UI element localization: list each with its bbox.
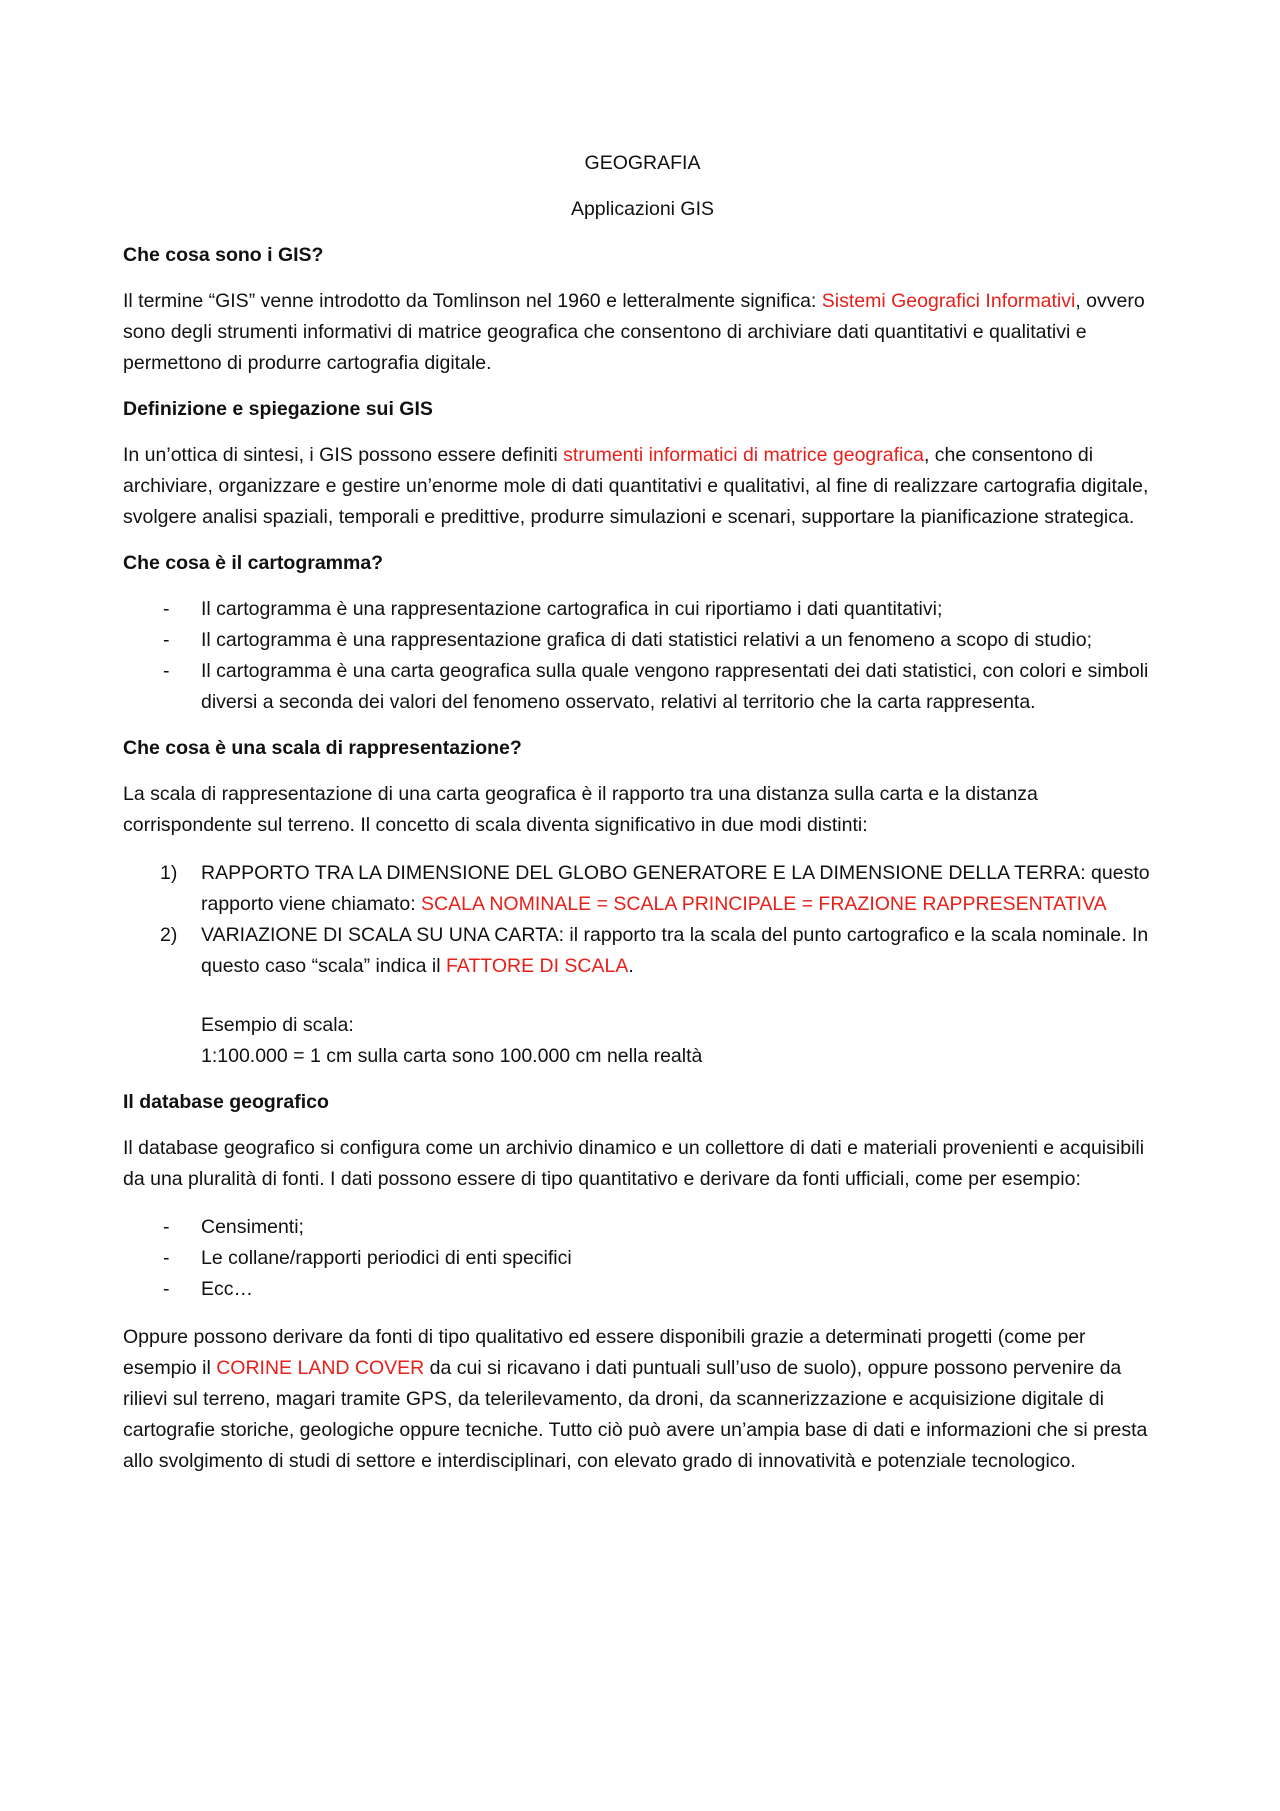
scale-example-label: Esempio di scala: bbox=[201, 1014, 354, 1036]
list-marker: - bbox=[163, 629, 170, 651]
scale-example-value: 1:100.000 = 1 cm sulla carta sono 100.000 cm nella realtà bbox=[201, 1045, 703, 1067]
section-paragraph-database: Il database geografico si configura come un archivio dinamico e un collettore di dati e materiali provenienti e acquisibili da una pluralità di fonti. I dati possono essere di tipo quantitativo e derivare da fonti ufficiali, come per esempio: bbox=[123, 1137, 1145, 1190]
list-item: - Il cartogramma è una rappresentazione grafica di dati statistici relativi a un fenomeno a scopo di studio; bbox=[123, 625, 1162, 656]
document-subtitle: Applicazioni GIS bbox=[570, 198, 715, 220]
section-paragraph-database-outro: Oppure possono derivare da fonti di tipo qualitativo ed essere disponibili grazie a determinati progetti (come per esempio il CORINE LAND COVER da cui si ricavano i dati puntuali sull’uso de suolo), oppure possono pervenire da rilievi sul terreno, magari tramite GPS, da telerilevamento, da droni, da scannerizzazione e acquisizione digitale di cartografie storiche, geologiche oppure tecniche. Tutto ciò può avere un’ampia base di dati e informazioni che si presta allo svolgimento di studi di settore e interdisciplinari, con elevato grado di innovatività e potenziale tecnologico. bbox=[123, 1326, 1148, 1472]
list-marker: 2) bbox=[160, 924, 178, 946]
list-marker: - bbox=[163, 660, 170, 682]
highlight-text: CORINE LAND COVER bbox=[216, 1357, 425, 1379]
section-paragraph-gis: Il termine “GIS” venne introdotto da Tomlinson nel 1960 e letteralmente significa: Sistemi Geografici Informativi, ovvero sono degli strumenti informativi di matrice geografica che consentono di archiviare dati quantitativi e qualitativi e permettono di produrre cartografia digitale. bbox=[123, 290, 1145, 374]
section-heading-gis: Che cosa sono i GIS? bbox=[123, 244, 324, 266]
scale-example bbox=[201, 1010, 1162, 1072]
section-paragraph-scala: La scala di rappresentazione di una carta geografica è il rapporto tra una distanza sulla carta e la distanza corrispondente sul terreno. Il concetto di scala diventa significativo in due modi distinti: bbox=[123, 783, 1038, 836]
section-heading-scala: Che cosa è una scala di rappresentazione? bbox=[123, 737, 522, 759]
database-list bbox=[123, 1212, 1162, 1305]
list-item: 1) RAPPORTO TRA LA DIMENSIONE DEL GLOBO GENERATORE E LA DIMENSIONE DELLA TERRA: questo rapporto viene chiamato: SCALA NOMINALE = SCALA PRINCIPALE = FRAZIONE RAPPRESENTATIVA bbox=[123, 858, 1162, 920]
list-item: 2) VARIAZIONE DI SCALA SU UNA CARTA: il rapporto tra la scala del punto cartografico e la scala nominale. In questo caso “scala” indica il FATTORE DI SCALA. Esempio di scala: 1:100.000 = 1 cm sulla carta sono 100.000 cm nella realtà bbox=[123, 920, 1162, 1072]
document-title: GEOGRAFIA bbox=[584, 152, 701, 174]
list-item: - Ecc… bbox=[123, 1274, 1162, 1305]
list-item: - Le collane/rapporti periodici di enti specifici bbox=[123, 1243, 1162, 1274]
section-heading-cartogramma: Che cosa è il cartogramma? bbox=[123, 552, 384, 574]
section-heading-definizione: Definizione e spiegazione sui GIS bbox=[123, 398, 433, 420]
scala-list bbox=[123, 858, 1162, 1072]
list-marker: - bbox=[163, 598, 170, 620]
section-heading-database: Il database geografico bbox=[123, 1091, 329, 1113]
list-marker: - bbox=[163, 1247, 170, 1269]
list-item: - Il cartogramma è una carta geografica sulla quale vengono rappresentati dei dati statistici, con colori e simboli diversi a seconda dei valori del fenomeno osservato, relativi al territorio che la carta rappresenta. bbox=[123, 656, 1162, 718]
list-item: - Il cartogramma è una rappresentazione cartografica in cui riportiamo i dati quantitativi; bbox=[123, 594, 1162, 625]
list-marker: 1) bbox=[160, 862, 178, 884]
highlight-text: Sistemi Geografici Informativi bbox=[821, 290, 1076, 312]
highlight-text: strumenti informatici di matrice geografica bbox=[563, 444, 924, 466]
cartogramma-list bbox=[123, 594, 1162, 718]
list-item: - Censimenti; bbox=[123, 1212, 1162, 1243]
list-marker: - bbox=[163, 1216, 170, 1238]
section-paragraph-definizione: In un’ottica di sintesi, i GIS possono essere definiti strumenti informatici di matrice geografica, che consentono di archiviare, organizzare e gestire un’enorme mole di dati quantitativi e qualitativi, al fine di realizzare cartografia digitale, svolgere analisi spaziali, temporali e predittive, produrre simulazioni e scenari, supportare la pianificazione strategica. bbox=[123, 444, 1149, 528]
highlight-text: FATTORE DI SCALA bbox=[445, 955, 629, 977]
list-marker: - bbox=[163, 1278, 170, 1300]
highlight-text: SCALA NOMINALE = SCALA PRINCIPALE = FRAZIONE RAPPRESENTATIVA bbox=[421, 893, 1107, 915]
